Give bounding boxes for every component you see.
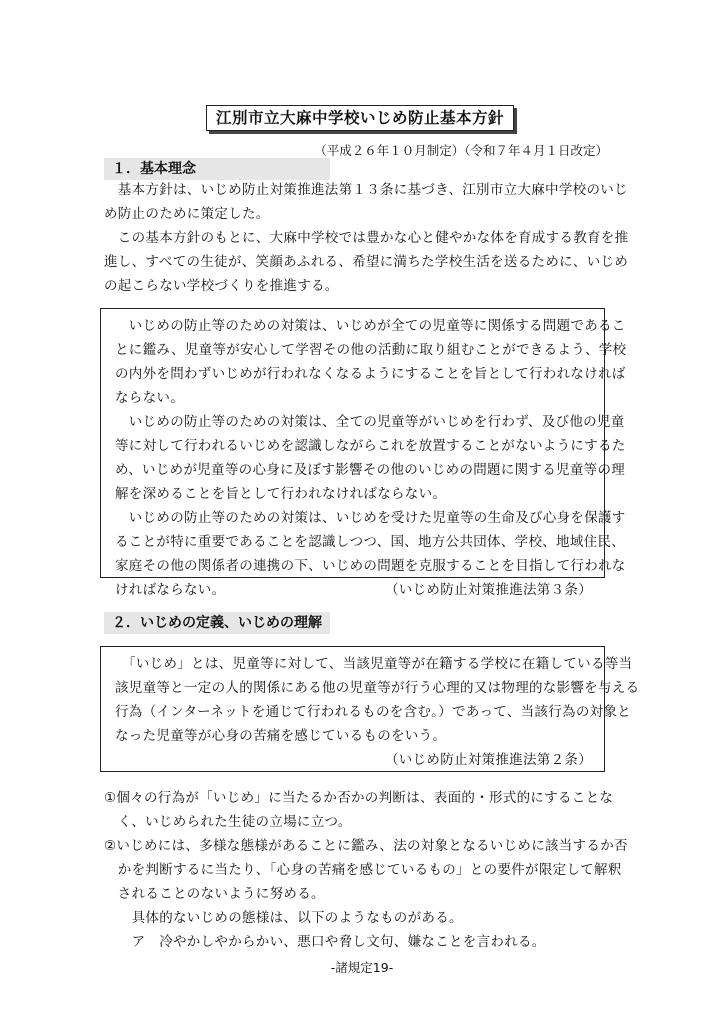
- box-line: め、いじめが児童等の心身に及ぼす影響その他のいじめの問題に関する児童等の理: [115, 462, 626, 478]
- section-definition-items: [104, 786, 628, 954]
- paragraph-line: この基本方針のもとに、大麻中学校では豊かな心と健やかな体を育成する教育を推: [104, 230, 629, 246]
- box-line: 行為（インターネットを通じて行われるものを含む。）であって、当該行為の対象と: [115, 704, 632, 720]
- list-item: 具体的ないじめの態様は、以下のようなものがある。: [104, 910, 463, 926]
- list-item: ア 冷やかしやからかい、悪口や脅し文句、嫌なことを言われる。: [104, 934, 546, 950]
- box-line: ることが特に重要であることを認識しつつ、国、地方公共団体、学校、地域住民、: [115, 534, 626, 550]
- law-article-3-box: [100, 308, 627, 598]
- box-line: [101, 578, 604, 602]
- list-item: されることのないように努める。: [104, 886, 325, 902]
- box-line: いじめの防止等のための対策は、いじめを受けた児童等の生命及び心身を保護す: [115, 510, 626, 526]
- box-line: ならない。: [115, 390, 184, 406]
- box-line: いじめの防止等のための対策は、全ての児童等がいじめを行わず、及び他の児童: [115, 414, 625, 430]
- section-heading-definition: ２．いじめの定義、いじめの理解: [104, 612, 330, 634]
- list-item: ①個々の行為が「いじめ」に当たるか否かの判断は、表面的・形式的にすることな: [104, 790, 614, 806]
- box-line: とに鑑み、児童等が安心して学習その他の活動に取り組むことができるよう、学校: [115, 342, 627, 358]
- box-line: 「いじめ」とは、児童等に対して、当該児童等が在籍する学校に在籍している等当: [115, 656, 633, 672]
- page-footer: -諸規定19-: [330, 960, 394, 975]
- list-item: ②いじめには、多様な態様があることに鑑み、法の対象となるいじめに該当するか否: [104, 838, 628, 854]
- document-title: 江別市立大麻中学校いじめ防止基本方針: [206, 105, 514, 131]
- box-last-line: ければならない。: [115, 582, 226, 598]
- section-heading-basic-philosophy: １．基本理念: [104, 158, 330, 180]
- box-line: 該児童等と一定の人的関係にある他の児童等が行う心理的又は物理的な影響を与える: [115, 680, 640, 696]
- law-citation: （いじめ防止対策推進法第２条）: [385, 752, 592, 768]
- paragraph-line: 基本方針は、いじめ防止対策推進法第１３条に基づき、江別市立大麻中学校のいじ: [104, 182, 628, 198]
- box-line: なった児童等が心身の苦痛を感じているものをいう。: [115, 728, 447, 744]
- list-item: く、いじめられた生徒の立場に立つ。: [104, 814, 352, 830]
- box-line: の内外を問わずいじめが行われなくなるようにすることを旨として行われなければ: [115, 366, 626, 382]
- paragraph-line: め防止のために策定した。: [104, 206, 270, 222]
- box-line: いじめの防止等のための対策は、いじめが全ての児童等に関係する問題であるこ: [115, 318, 626, 334]
- section-basic-philosophy-text: [104, 178, 629, 298]
- law-article-2-box: [100, 646, 640, 772]
- paragraph-line: 進し、すべての生徒が、笑顔あふれる、希望に満ちた学校生活を送るために、いじめ: [104, 254, 629, 270]
- box-line: 解を深めることを旨として行われなければならない。: [115, 486, 447, 502]
- list-item: かを判断するに当たり、「心身の苦痛を感じているもの」との要件が限定して解釈: [104, 862, 622, 878]
- box-line: 家庭その他の関係者の連携の下、いじめの問題を克服することを目指して行われな: [115, 558, 626, 574]
- box-line: 等に対して行われるいじめを認識しながらこれを放置することがないようにするた: [115, 438, 626, 454]
- law-citation: （いじめ防止対策推進法第３条）: [385, 582, 592, 598]
- paragraph-line: の起こらない学校づくりを推進する。: [104, 278, 339, 294]
- revision-note: （平成２６年１０月制定）（令和７年４月１日改定）: [314, 143, 608, 158]
